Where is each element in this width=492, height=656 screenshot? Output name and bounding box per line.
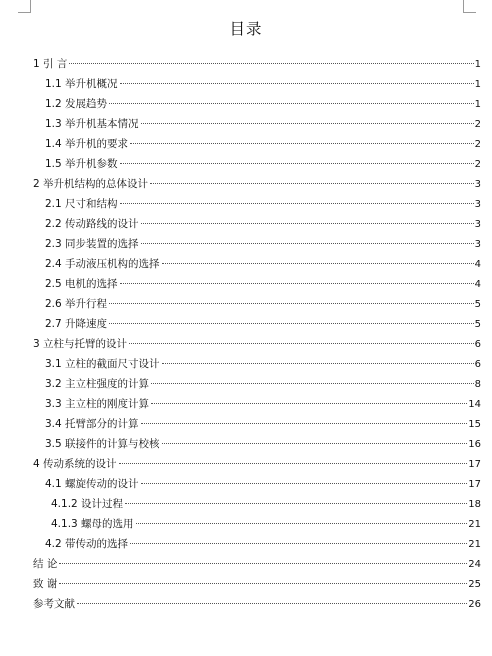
toc-dot-leader [125, 503, 467, 504]
toc-dot-leader [129, 343, 474, 344]
toc-entry[interactable] [33, 334, 481, 354]
toc-dot-leader [120, 283, 474, 284]
toc-entry-page-number: 8 [474, 379, 481, 390]
toc-entry-label: 1 引 言 [33, 58, 68, 70]
toc-entry[interactable] [33, 54, 481, 74]
toc-entry-label: 2.1 尺寸和结构 [45, 198, 118, 210]
toc-entry[interactable] [33, 94, 481, 114]
toc-entry-label: 2.6 举升行程 [45, 298, 108, 310]
toc-entry-page-number: 1 [474, 59, 481, 70]
toc-entry[interactable] [33, 134, 481, 154]
toc-entry[interactable] [33, 74, 481, 94]
toc-entry-page-number: 1 [474, 99, 481, 110]
toc-entry-page-number: 24 [468, 559, 481, 570]
toc-dot-leader [109, 323, 474, 324]
toc-entry[interactable] [33, 194, 481, 214]
toc-entry-page-number: 14 [468, 399, 481, 410]
toc-entry[interactable] [33, 494, 481, 514]
toc-entry-label: 1.4 举升机的要求 [45, 138, 129, 150]
toc-dot-leader [120, 203, 474, 204]
toc-entry-page-number: 3 [474, 179, 481, 190]
page-corner-mark-top-right [463, 12, 476, 13]
toc-entry[interactable] [33, 174, 481, 194]
toc-dot-leader [119, 463, 468, 464]
toc-entry[interactable] [33, 474, 481, 494]
toc-entry-label: 2 举升机结构的总体设计 [33, 178, 149, 190]
toc-entry[interactable] [33, 374, 481, 394]
toc-dot-leader [59, 563, 467, 564]
toc-dot-leader [130, 143, 474, 144]
toc-entry[interactable] [33, 514, 481, 534]
toc-entry-page-number: 18 [468, 499, 481, 510]
toc-entry-page-number: 17 [468, 459, 481, 470]
toc-entry-page-number: 6 [474, 359, 481, 370]
toc-dot-leader [120, 83, 474, 84]
toc-entry-page-number: 4 [474, 279, 481, 290]
toc-entry[interactable] [33, 394, 481, 414]
toc-entry-page-number: 2 [474, 119, 481, 130]
toc-dot-leader [141, 243, 474, 244]
toc-entry-page-number: 2 [474, 159, 481, 170]
toc-entry-page-number: 6 [474, 339, 481, 350]
toc-entry-label: 3.4 托臂部分的计算 [45, 418, 139, 430]
toc-entry[interactable] [33, 534, 481, 554]
toc-entry[interactable] [33, 154, 481, 174]
toc-entry[interactable] [33, 314, 481, 334]
toc-dot-leader [141, 223, 474, 224]
toc-entry-label: 4.2 带传动的选择 [45, 538, 129, 550]
toc-dot-leader [150, 183, 474, 184]
toc-entry[interactable] [33, 594, 481, 614]
toc-entry-page-number: 5 [474, 319, 481, 330]
toc-entry[interactable] [33, 414, 481, 434]
toc-dot-leader [151, 383, 474, 384]
toc-dot-leader [109, 103, 474, 104]
toc-dot-leader [162, 263, 474, 264]
toc-entry[interactable] [33, 274, 481, 294]
toc-entry-page-number: 3 [474, 239, 481, 250]
toc-dot-leader [59, 583, 467, 584]
toc-entry-label: 4.1.3 螺母的选用 [51, 518, 134, 530]
toc-entry-page-number: 17 [468, 479, 481, 490]
toc-entry-page-number: 16 [468, 439, 481, 450]
toc-entry-page-number: 15 [468, 419, 481, 430]
toc-entry[interactable] [33, 234, 481, 254]
toc-dot-leader [141, 123, 474, 124]
toc-entry-page-number: 3 [474, 199, 481, 210]
toc-entry-page-number: 1 [474, 79, 481, 90]
toc-entry[interactable] [33, 214, 481, 234]
page-corner-mark-top-left [18, 12, 31, 13]
toc-entry-label: 致 谢 [33, 578, 58, 590]
toc-entry-label: 1.3 举升机基本情况 [45, 118, 139, 130]
toc-dot-leader [130, 543, 467, 544]
toc-entry[interactable] [33, 354, 481, 374]
toc-title: 目录 [229, 20, 263, 38]
toc-dot-leader [77, 603, 467, 604]
toc-entry[interactable] [33, 574, 481, 594]
toc-entry-label: 4.1.2 设计过程 [51, 498, 124, 510]
toc-entry-label: 2.7 升降速度 [45, 318, 108, 330]
toc-dot-leader [109, 303, 474, 304]
toc-entry[interactable] [33, 114, 481, 134]
table-of-contents [33, 54, 481, 614]
toc-entry-page-number: 21 [468, 539, 481, 550]
toc-dot-leader [151, 403, 467, 404]
toc-entry-label: 4.1 螺旋传动的设计 [45, 478, 139, 490]
toc-dot-leader [162, 363, 474, 364]
toc-entry-page-number: 5 [474, 299, 481, 310]
toc-entry-label: 2.3 同步装置的选择 [45, 238, 139, 250]
toc-entry-page-number: 21 [468, 519, 481, 530]
toc-entry-label: 1.1 举升机概况 [45, 78, 118, 90]
toc-entry-label: 1.5 举升机参数 [45, 158, 118, 170]
toc-dot-leader [162, 443, 468, 444]
toc-entry-page-number: 3 [474, 219, 481, 230]
toc-entry-page-number: 4 [474, 259, 481, 270]
toc-entry-label: 结 论 [33, 558, 58, 570]
toc-entry[interactable] [33, 294, 481, 314]
toc-entry-label: 3.3 主立柱的刚度计算 [45, 398, 150, 410]
toc-entry-label: 2.5 电机的选择 [45, 278, 118, 290]
toc-entry-page-number: 2 [474, 139, 481, 150]
toc-entry-label: 2.4 手动液压机构的选择 [45, 258, 160, 270]
toc-entry-label: 4 传动系统的设计 [33, 458, 117, 470]
toc-entry-label: 3 立柱与托臂的设计 [33, 338, 128, 350]
toc-dot-leader [141, 483, 468, 484]
toc-entry-label: 3.5 联接件的计算与校核 [45, 438, 160, 450]
toc-entry-label: 3.2 主立柱强度的计算 [45, 378, 150, 390]
toc-entry-label: 参考文献 [33, 598, 75, 610]
toc-dot-leader [69, 63, 473, 64]
toc-entry-page-number: 26 [468, 599, 481, 610]
toc-entry[interactable] [33, 454, 481, 474]
toc-dot-leader [120, 163, 474, 164]
toc-entry[interactable] [33, 554, 481, 574]
toc-entry-page-number: 25 [468, 579, 481, 590]
toc-entry-label: 2.2 传动路线的设计 [45, 218, 139, 230]
toc-entry[interactable] [33, 254, 481, 274]
toc-dot-leader [136, 523, 468, 524]
toc-dot-leader [141, 423, 468, 424]
toc-entry-label: 1.2 发展趋势 [45, 98, 108, 110]
toc-entry-label: 3.1 立柱的截面尺寸设计 [45, 358, 160, 370]
toc-entry[interactable] [33, 434, 481, 454]
